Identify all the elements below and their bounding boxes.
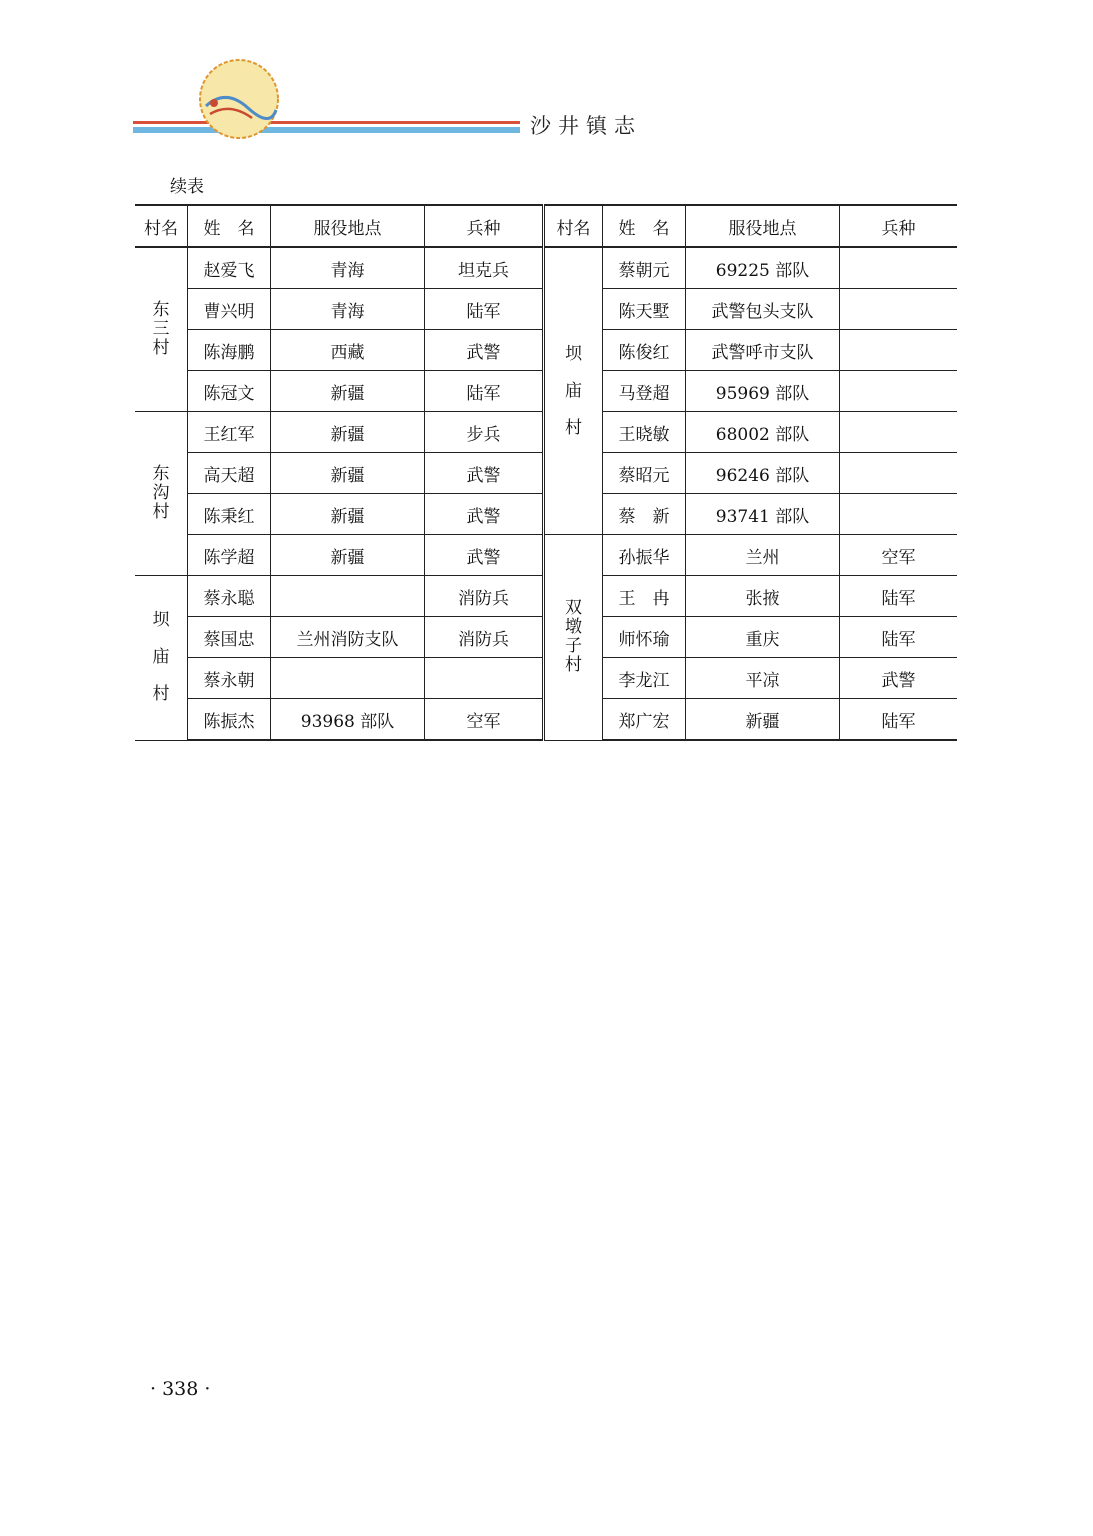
name-cell: 高天超 (188, 453, 271, 494)
place-cell: 张掖 (686, 576, 840, 617)
branch-cell (840, 289, 958, 330)
branch-cell: 陆军 (840, 576, 958, 617)
header-name: 姓 名 (188, 205, 271, 247)
branch-cell: 武警 (425, 535, 544, 576)
place-cell: 69225 部队 (686, 247, 840, 289)
name-cell: 蔡永聪 (188, 576, 271, 617)
header-place: 服役地点 (271, 205, 425, 247)
name-cell: 赵爱飞 (188, 247, 271, 289)
place-cell: 68002 部队 (686, 412, 840, 453)
name-cell: 马登超 (603, 371, 686, 412)
place-cell: 新疆 (271, 412, 425, 453)
name-cell: 王晓敏 (603, 412, 686, 453)
branch-cell: 武警 (425, 453, 544, 494)
village-cell-bamiao-right: 坝 庙 村 (544, 247, 603, 535)
branch-cell (425, 658, 544, 699)
place-cell: 新疆 (271, 453, 425, 494)
name-cell: 郑广宏 (603, 699, 686, 741)
header-branch: 兵种 (425, 205, 544, 247)
header-branch-right: 兵种 (840, 205, 958, 247)
name-cell: 陈冠文 (188, 371, 271, 412)
place-cell: 新疆 (271, 494, 425, 535)
table-header-row (135, 205, 957, 247)
place-cell: 平凉 (686, 658, 840, 699)
branch-cell: 陆军 (840, 699, 958, 741)
place-cell: 青海 (271, 247, 425, 289)
branch-cell: 空军 (840, 535, 958, 576)
name-cell: 师怀瑜 (603, 617, 686, 658)
branch-cell (840, 247, 958, 289)
branch-cell: 空军 (425, 699, 544, 741)
place-cell: 新疆 (271, 371, 425, 412)
table-row (135, 247, 957, 289)
name-cell: 蔡永朝 (188, 658, 271, 699)
name-cell: 蔡国忠 (188, 617, 271, 658)
village-cell-bamiao-left: 坝 庙 村 (135, 576, 188, 741)
branch-cell: 武警 (425, 494, 544, 535)
village-cell-shuangdunzi: 双 墩 子 村 (544, 535, 603, 741)
place-cell: 93968 部队 (271, 699, 425, 741)
header-place-right: 服役地点 (686, 205, 840, 247)
place-cell: 西藏 (271, 330, 425, 371)
place-cell: 重庆 (686, 617, 840, 658)
name-cell: 陈俊红 (603, 330, 686, 371)
branch-cell (840, 330, 958, 371)
book-title: 沙井镇志 (530, 114, 642, 138)
name-cell: 孙振华 (603, 535, 686, 576)
table-row (135, 535, 957, 576)
place-cell: 96246 部队 (686, 453, 840, 494)
military-service-table (135, 204, 957, 741)
place-cell: 93741 部队 (686, 494, 840, 535)
branch-cell (840, 412, 958, 453)
place-cell: 95969 部队 (686, 371, 840, 412)
page-number: · 338 · (150, 1378, 211, 1400)
village-cell-donggou: 东 沟 村 (135, 412, 188, 576)
branch-cell: 消防兵 (425, 617, 544, 658)
place-cell: 兰州 (686, 535, 840, 576)
name-cell: 王 冉 (603, 576, 686, 617)
branch-cell (840, 453, 958, 494)
place-cell: 兰州消防支队 (271, 617, 425, 658)
place-cell (271, 658, 425, 699)
name-cell: 陈学超 (188, 535, 271, 576)
header-village: 村名 (135, 205, 188, 247)
branch-cell: 武警 (425, 330, 544, 371)
name-cell: 蔡昭元 (603, 453, 686, 494)
book-logo-emblem (196, 58, 282, 140)
branch-cell: 步兵 (425, 412, 544, 453)
header-rule-red (133, 121, 520, 124)
header-name-right: 姓 名 (603, 205, 686, 247)
name-cell: 曹兴明 (188, 289, 271, 330)
branch-cell: 坦克兵 (425, 247, 544, 289)
name-cell: 李龙江 (603, 658, 686, 699)
branch-cell: 武警 (840, 658, 958, 699)
branch-cell: 陆军 (425, 289, 544, 330)
continued-label: 续表 (170, 177, 204, 197)
header-rule-blue (133, 127, 520, 133)
name-cell: 蔡 新 (603, 494, 686, 535)
header-village-right: 村名 (544, 205, 603, 247)
name-cell: 陈天墅 (603, 289, 686, 330)
branch-cell (840, 494, 958, 535)
branch-cell: 陆军 (425, 371, 544, 412)
name-cell: 陈振杰 (188, 699, 271, 741)
place-cell: 武警呼市支队 (686, 330, 840, 371)
place-cell (271, 576, 425, 617)
branch-cell (840, 371, 958, 412)
name-cell: 王红军 (188, 412, 271, 453)
name-cell: 蔡朝元 (603, 247, 686, 289)
place-cell: 武警包头支队 (686, 289, 840, 330)
name-cell: 陈秉红 (188, 494, 271, 535)
place-cell: 新疆 (686, 699, 840, 741)
branch-cell: 消防兵 (425, 576, 544, 617)
branch-cell: 陆军 (840, 617, 958, 658)
place-cell: 青海 (271, 289, 425, 330)
place-cell: 新疆 (271, 535, 425, 576)
name-cell: 陈海鹏 (188, 330, 271, 371)
village-cell-dongsan: 东 三 村 (135, 247, 188, 412)
